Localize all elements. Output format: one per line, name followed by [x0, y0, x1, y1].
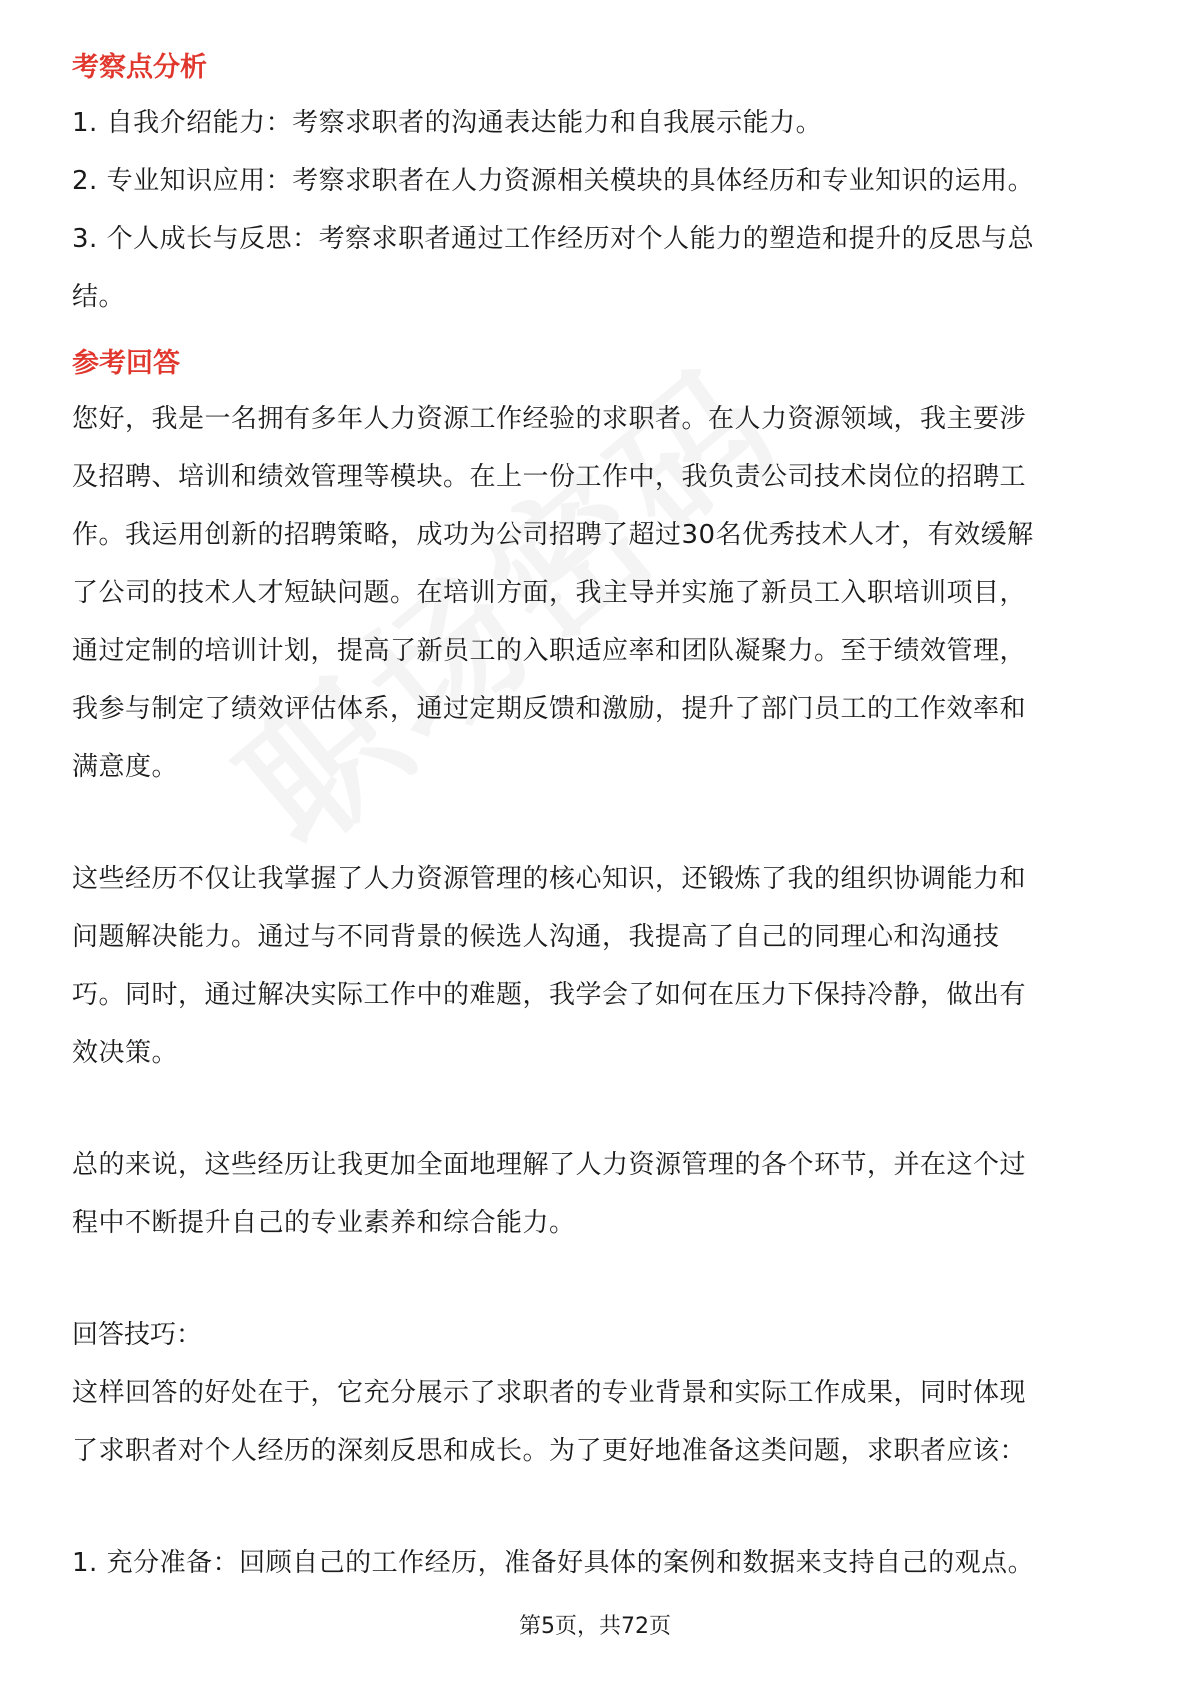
paragraph-line: 及招聘、培训和绩效管理等模块。在上一份工作中，我负责公司技术岗位的招聘工: [72, 462, 1027, 492]
paragraph-gap: [72, 1082, 1122, 1136]
paragraph-line: 这样回答的好处在于，它充分展示了求职者的专业背景和实际工作成果，同时体现: [72, 1378, 1027, 1408]
tips-item: 1. 充分准备：回顾自己的工作经历，准备好具体的案例和数据来支持自己的观点。: [72, 1548, 1035, 1578]
paragraph-line: 满意度。: [72, 752, 179, 782]
paragraph-line: 您好，我是一名拥有多年人力资源工作经验的求职者。在人力资源领域，我主要涉: [72, 404, 1027, 434]
analysis-item-continuation: 结。: [72, 282, 126, 312]
tips-heading: 回答技巧：: [72, 1320, 203, 1350]
reference-paragraph-3: [72, 1136, 1122, 1252]
paragraph-gap: [72, 1252, 1122, 1306]
paragraph-line: 了公司的技术人才短缺问题。在培训方面，我主导并实施了新员工入职培训项目，: [72, 578, 1027, 608]
analysis-list: [72, 94, 1122, 326]
paragraph-line: 这些经历不仅让我掌握了人力资源管理的核心知识，还锻炼了我的组织协调能力和: [72, 864, 1027, 894]
paragraph-line: 问题解决能力。通过与不同背景的候选人沟通，我提高了自己的同理心和沟通技: [72, 922, 1000, 952]
content-area: [72, 48, 1122, 1592]
paragraph-line: 巧。同时，通过解决实际工作中的难题，我学会了如何在压力下保持冷静，做出有: [72, 980, 1027, 1010]
page-footer: 第5页，共72页: [519, 1614, 671, 1639]
paragraph-line: 作。我运用创新的招聘策略，成功为公司招聘了超过30名优秀技术人才，有效缓解: [72, 520, 1034, 550]
reference-heading: 参考回答: [72, 348, 180, 379]
paragraph-line: 了求职者对个人经历的深刻反思和成长。为了更好地准备这类问题，求职者应该：: [72, 1436, 1027, 1466]
paragraph-gap: [72, 796, 1122, 850]
analysis-item: 2. 专业知识应用：考察求职者在人力资源相关模块的具体经历和专业知识的运用。: [72, 166, 1035, 196]
analysis-item: 3. 个人成长与反思：考察求职者通过工作经历对个人能力的塑造和提升的反思与总: [72, 224, 1035, 254]
paragraph-line: 我参与制定了绩效评估体系，通过定期反馈和激励，提升了部门员工的工作效率和: [72, 694, 1027, 724]
paragraph-gap: [72, 1480, 1122, 1534]
analysis-heading: 考察点分析: [72, 52, 207, 83]
analysis-item: 1. 自我介绍能力：考察求职者的沟通表达能力和自我展示能力。: [72, 108, 823, 138]
paragraph-line: 程中不断提升自己的专业素养和综合能力。: [72, 1208, 576, 1238]
paragraph-line: 总的来说，这些经历让我更加全面地理解了人力资源管理的各个环节，并在这个过: [72, 1150, 1027, 1180]
tips-paragraph: [72, 1364, 1122, 1480]
paragraph-line: 效决策。: [72, 1038, 179, 1068]
reference-paragraph-2: [72, 850, 1122, 1082]
paragraph-line: 通过定制的培训计划，提高了新员工的入职适应率和团队凝聚力。至于绩效管理，: [72, 636, 1027, 666]
reference-paragraph-1: [72, 390, 1122, 796]
